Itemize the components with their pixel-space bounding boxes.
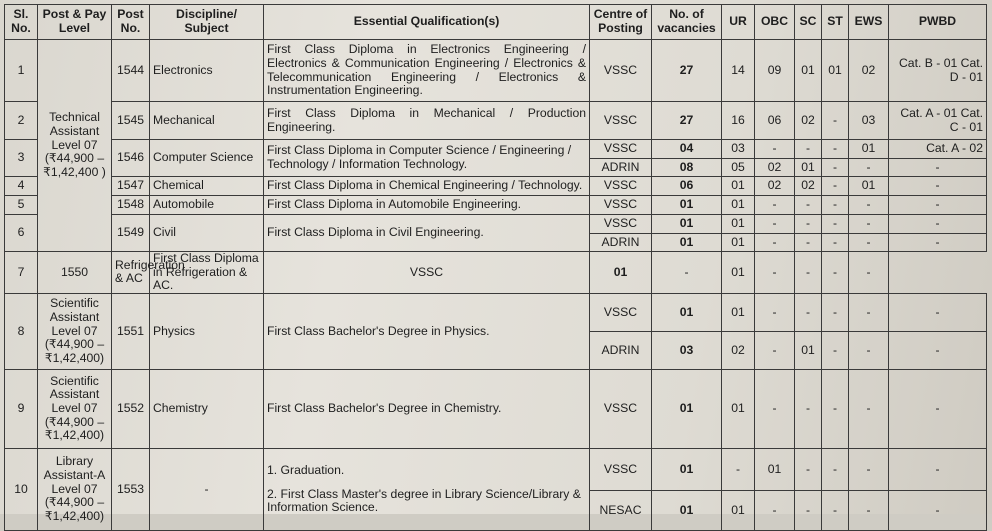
- ews: -: [849, 215, 889, 234]
- centre: VSSC: [590, 140, 652, 159]
- obc: -: [755, 215, 795, 234]
- post-no: 1546: [112, 140, 150, 177]
- st: -: [822, 234, 849, 252]
- obc: 01: [755, 448, 795, 490]
- obc: -: [755, 234, 795, 252]
- obc: -: [755, 331, 795, 369]
- sl-no: 7: [5, 252, 38, 294]
- header-post: Post & Pay Level: [38, 5, 112, 40]
- sc: -: [755, 252, 795, 294]
- centre: VSSC: [590, 102, 652, 140]
- ews: -: [849, 490, 889, 530]
- ews: 02: [849, 40, 889, 102]
- vacancies: 08: [652, 159, 722, 177]
- st: -: [822, 140, 849, 159]
- vacancies: 01: [652, 448, 722, 490]
- centre: VSSC: [590, 369, 652, 448]
- ews: 01: [849, 140, 889, 159]
- discipline: Civil: [150, 215, 264, 252]
- post-no: 1547: [112, 177, 150, 196]
- obc: 09: [755, 40, 795, 102]
- qualification: First Class Diploma in Mechanical / Production Engineering.: [264, 102, 590, 140]
- pwbd: -: [849, 252, 889, 294]
- qualification-line-2: 2. First Class Master's degree in Library Science/Library & Information Science.: [267, 486, 581, 515]
- qualification: First Class Diploma in Refrigeration & AC.: [150, 252, 264, 294]
- post-no: 1544: [112, 40, 150, 102]
- pwbd: -: [889, 215, 987, 234]
- sl-no: 6: [5, 215, 38, 252]
- sc: 02: [795, 102, 822, 140]
- pwbd: -: [889, 448, 987, 490]
- ur: 01: [722, 215, 755, 234]
- sl-no: 3: [5, 140, 38, 177]
- header-ews: EWS: [849, 5, 889, 40]
- header-discipline: Discipline/ Subject: [150, 5, 264, 40]
- centre: VSSC: [590, 448, 652, 490]
- st: -: [822, 102, 849, 140]
- table-row: [5, 215, 987, 234]
- qualification: First Class Bachelor's Degree in Chemistry.: [264, 369, 590, 448]
- vacancies: 01: [652, 215, 722, 234]
- st: -: [822, 293, 849, 331]
- sl-no: 5: [5, 196, 38, 215]
- centre: VSSC: [264, 252, 590, 294]
- ur: 02: [722, 331, 755, 369]
- table-row: [5, 448, 987, 490]
- sl-no: 9: [5, 369, 38, 448]
- pwbd: -: [889, 234, 987, 252]
- post-no: 1549: [112, 215, 150, 252]
- st: -: [822, 159, 849, 177]
- post-no: 1550: [38, 252, 112, 294]
- table-row: [5, 369, 987, 448]
- header-row: [5, 5, 987, 40]
- sc: 01: [795, 40, 822, 102]
- qualification: First Class Bachelor's Degree in Physics.: [264, 293, 590, 369]
- table-row: [5, 140, 987, 159]
- qualification: First Class Diploma in Electronics Engineering / Electronics & Communication Engineering / Electronics & Telecommunication Engineering / Electronics & Instrumentation Engineering.: [264, 40, 590, 102]
- ur: 01: [722, 490, 755, 530]
- sc: -: [795, 369, 822, 448]
- header-post-no: Post No.: [112, 5, 150, 40]
- centre: VSSC: [590, 215, 652, 234]
- qualification: First Class Diploma in Automobile Engineering.: [264, 196, 590, 215]
- qualification: First Class Diploma in Civil Engineering.: [264, 215, 590, 252]
- centre: VSSC: [590, 40, 652, 102]
- table-row: [5, 102, 987, 140]
- ur: 16: [722, 102, 755, 140]
- discipline: Computer Science: [150, 140, 264, 177]
- header-qualification: Essential Qualification(s): [264, 5, 590, 40]
- header-sl: Sl. No.: [5, 5, 38, 40]
- table-row: [5, 196, 987, 215]
- table-row: [5, 252, 987, 294]
- pwbd: -: [889, 196, 987, 215]
- post-no: 1545: [112, 102, 150, 140]
- obc: -: [755, 140, 795, 159]
- sc: -: [795, 140, 822, 159]
- vacancies: 27: [652, 40, 722, 102]
- obc: -: [755, 196, 795, 215]
- ews: -: [849, 293, 889, 331]
- pwbd: -: [889, 369, 987, 448]
- obc: -: [755, 369, 795, 448]
- vacancies: 01: [590, 252, 652, 294]
- sc: 02: [795, 177, 822, 196]
- vacancies: 01: [652, 293, 722, 331]
- discipline: Physics: [150, 293, 264, 369]
- ur: 03: [722, 140, 755, 159]
- post-no: 1551: [112, 293, 150, 369]
- centre: ADRIN: [590, 234, 652, 252]
- header-pwbd: PWBD: [889, 5, 987, 40]
- centre: ADRIN: [590, 159, 652, 177]
- pwbd: -: [889, 331, 987, 369]
- ur: 14: [722, 40, 755, 102]
- sl-no: 10: [5, 448, 38, 530]
- discipline: Mechanical: [150, 102, 264, 140]
- vacancies: 01: [652, 196, 722, 215]
- vacancies: 06: [652, 177, 722, 196]
- ur: 01: [722, 177, 755, 196]
- header-centre: Centre of Posting: [590, 5, 652, 40]
- centre: NESAC: [590, 490, 652, 530]
- ur: 01: [722, 369, 755, 448]
- discipline: Chemistry: [150, 369, 264, 448]
- sc: 01: [795, 159, 822, 177]
- discipline: -: [150, 448, 264, 530]
- obc: -: [755, 490, 795, 530]
- st: -: [822, 177, 849, 196]
- qualification: First Class Diploma in Chemical Engineering / Technology.: [264, 177, 590, 196]
- vacancies: 27: [652, 102, 722, 140]
- pwbd: -: [889, 159, 987, 177]
- centre: VSSC: [590, 177, 652, 196]
- discipline: Refrigeration & AC: [112, 252, 150, 294]
- pwbd: Cat. B - 01 Cat. D - 01: [889, 40, 987, 102]
- post-no: 1553: [112, 448, 150, 530]
- header-obc: OBC: [755, 5, 795, 40]
- post-library-assistant: Library Assistant-A Level 07 (₹44,900 – ₹1,42,400): [38, 448, 112, 530]
- ur: 01: [722, 196, 755, 215]
- ews: -: [849, 159, 889, 177]
- header-st: ST: [822, 5, 849, 40]
- pwbd: Cat. A - 02: [889, 140, 987, 159]
- sc: 01: [795, 331, 822, 369]
- header-sc: SC: [795, 5, 822, 40]
- ews: -: [849, 369, 889, 448]
- sc: -: [795, 215, 822, 234]
- pwbd: -: [889, 177, 987, 196]
- ews: -: [849, 234, 889, 252]
- ur: 05: [722, 159, 755, 177]
- sl-no: 4: [5, 177, 38, 196]
- sl-no: 8: [5, 293, 38, 369]
- st: -: [822, 369, 849, 448]
- st: -: [822, 196, 849, 215]
- sc: -: [795, 448, 822, 490]
- post-scientific-assistant-chemistry: Scientific Assistant Level 07 (₹44,900 – ₹1,42,400): [38, 369, 112, 448]
- obc: 02: [755, 177, 795, 196]
- obc: 01: [722, 252, 755, 294]
- qualification-line-1: 1. Graduation.: [267, 462, 345, 477]
- discipline: Electronics: [150, 40, 264, 102]
- table-row: [5, 40, 987, 102]
- st: -: [822, 215, 849, 234]
- ews: -: [849, 448, 889, 490]
- vacancy-table: [4, 4, 987, 531]
- st: -: [822, 490, 849, 530]
- discipline: Automobile: [150, 196, 264, 215]
- centre: VSSC: [590, 293, 652, 331]
- pwbd: Cat. A - 01 Cat. C - 01: [889, 102, 987, 140]
- ews: 03: [849, 102, 889, 140]
- vacancies: 04: [652, 140, 722, 159]
- sc: -: [795, 490, 822, 530]
- sc: -: [795, 234, 822, 252]
- centre: VSSC: [590, 196, 652, 215]
- sc: -: [795, 196, 822, 215]
- ur: 01: [722, 293, 755, 331]
- st: 01: [822, 40, 849, 102]
- post-no: 1548: [112, 196, 150, 215]
- centre: ADRIN: [590, 331, 652, 369]
- st: -: [822, 448, 849, 490]
- sl-no: 1: [5, 40, 38, 102]
- vacancies: 01: [652, 490, 722, 530]
- table-row: [5, 293, 987, 331]
- ews: -: [849, 331, 889, 369]
- ur: -: [722, 448, 755, 490]
- ews: -: [849, 196, 889, 215]
- ews: 01: [849, 177, 889, 196]
- sl-no: 2: [5, 102, 38, 140]
- pwbd: -: [889, 293, 987, 331]
- sc: -: [795, 293, 822, 331]
- vacancies: 01: [652, 369, 722, 448]
- obc: -: [755, 293, 795, 331]
- qualification: [264, 448, 590, 530]
- post-technical-assistant: Technical Assistant Level 07 (₹44,900 – ₹1,42,400 ): [38, 40, 112, 252]
- post-no: 1552: [112, 369, 150, 448]
- header-ur: UR: [722, 5, 755, 40]
- table-row: [5, 177, 987, 196]
- vacancies: 01: [652, 234, 722, 252]
- st: -: [822, 331, 849, 369]
- vacancies: 03: [652, 331, 722, 369]
- st: -: [795, 252, 822, 294]
- ur: 01: [722, 234, 755, 252]
- ews: -: [822, 252, 849, 294]
- qualification: First Class Diploma in Computer Science / Engineering / Technology / Information Technology.: [264, 140, 590, 177]
- obc: 02: [755, 159, 795, 177]
- post-scientific-assistant-physics: Scientific Assistant Level 07 (₹44,900 – ₹1,42,400): [38, 293, 112, 369]
- pwbd: -: [889, 490, 987, 530]
- ur: -: [652, 252, 722, 294]
- header-vacancies: No. of vacancies: [652, 5, 722, 40]
- obc: 06: [755, 102, 795, 140]
- discipline: Chemical: [150, 177, 264, 196]
